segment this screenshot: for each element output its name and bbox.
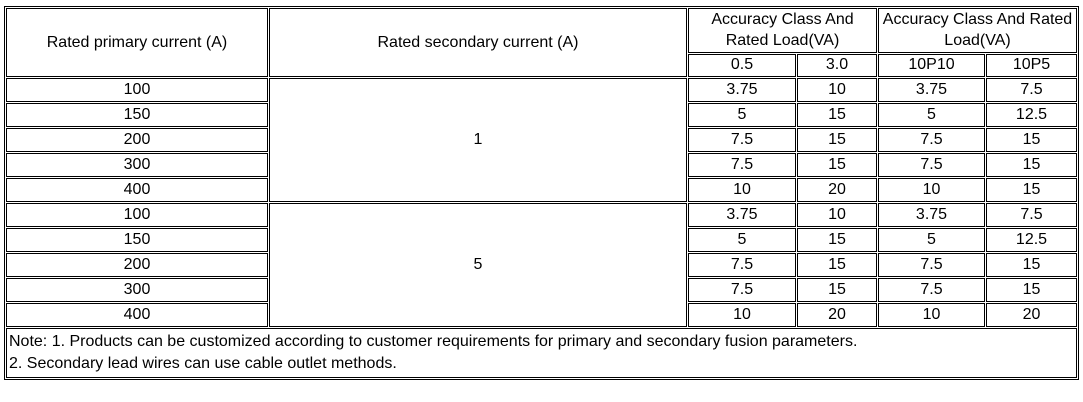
header-class-0.5: 0.5 bbox=[688, 54, 796, 77]
cell-primary-current: 200 bbox=[6, 253, 268, 277]
cell-class-10p5: 12.5 bbox=[986, 228, 1077, 252]
cell-class-10p10: 5 bbox=[878, 228, 985, 252]
cell-class-3.0: 15 bbox=[797, 253, 877, 277]
cell-class-10p10: 10 bbox=[878, 178, 985, 202]
cell-class-10p10: 10 bbox=[878, 303, 985, 327]
cell-class-10p5: 15 bbox=[986, 253, 1077, 277]
cell-class-0.5: 7.5 bbox=[688, 153, 796, 177]
cell-class-10p5: 12.5 bbox=[986, 103, 1077, 127]
table-row bbox=[6, 203, 1077, 227]
header-row bbox=[6, 8, 1077, 53]
header-class-3.0: 3.0 bbox=[797, 54, 877, 77]
cell-primary-current: 400 bbox=[6, 178, 268, 202]
cell-class-10p5: 15 bbox=[986, 153, 1077, 177]
cell-class-0.5: 5 bbox=[688, 103, 796, 127]
cell-class-3.0: 15 bbox=[797, 228, 877, 252]
cell-primary-current: 300 bbox=[6, 153, 268, 177]
cell-class-10p5: 15 bbox=[986, 128, 1077, 152]
cell-class-0.5: 10 bbox=[688, 178, 796, 202]
cell-primary-current: 400 bbox=[6, 303, 268, 327]
cell-class-0.5: 7.5 bbox=[688, 253, 796, 277]
cell-primary-current: 150 bbox=[6, 103, 268, 127]
header-accuracy-group-1: Accuracy Class And Rated Load(VA) bbox=[688, 8, 877, 53]
cell-class-10p10: 7.5 bbox=[878, 153, 985, 177]
cell-class-3.0: 15 bbox=[797, 153, 877, 177]
cell-class-10p5: 20 bbox=[986, 303, 1077, 327]
cell-class-10p10: 7.5 bbox=[878, 128, 985, 152]
cell-class-0.5: 3.75 bbox=[688, 78, 796, 102]
cell-class-0.5: 7.5 bbox=[688, 128, 796, 152]
cell-class-3.0: 15 bbox=[797, 103, 877, 127]
table-row bbox=[6, 78, 1077, 102]
cell-class-3.0: 20 bbox=[797, 303, 877, 327]
cell-primary-current: 150 bbox=[6, 228, 268, 252]
cell-class-10p5: 7.5 bbox=[986, 203, 1077, 227]
cell-class-10p5: 15 bbox=[986, 278, 1077, 302]
cell-primary-current: 300 bbox=[6, 278, 268, 302]
cell-secondary-current: 1 bbox=[269, 78, 687, 202]
cell-primary-current: 200 bbox=[6, 128, 268, 152]
header-rated-secondary: Rated secondary current (A) bbox=[269, 8, 687, 77]
header-rated-primary: Rated primary current (A) bbox=[6, 8, 268, 77]
cell-class-3.0: 10 bbox=[797, 78, 877, 102]
header-class-10p10: 10P10 bbox=[878, 54, 985, 77]
note-row bbox=[6, 328, 1077, 378]
cell-class-0.5: 10 bbox=[688, 303, 796, 327]
note-line-2: 2. Secondary lead wires can use cable outlet methods. bbox=[9, 355, 397, 372]
cell-class-10p5: 15 bbox=[986, 178, 1077, 202]
cell-secondary-current: 5 bbox=[269, 203, 687, 327]
header-accuracy-group-2: Accuracy Class And Rated Load(VA) bbox=[878, 8, 1077, 53]
spec-table bbox=[4, 6, 1079, 380]
cell-class-3.0: 10 bbox=[797, 203, 877, 227]
cell-class-10p10: 7.5 bbox=[878, 278, 985, 302]
note-cell bbox=[6, 328, 1077, 378]
cell-class-10p10: 3.75 bbox=[878, 203, 985, 227]
cell-class-10p10: 3.75 bbox=[878, 78, 985, 102]
cell-primary-current: 100 bbox=[6, 203, 268, 227]
cell-class-10p5: 7.5 bbox=[986, 78, 1077, 102]
cell-class-0.5: 5 bbox=[688, 228, 796, 252]
header-class-10p5: 10P5 bbox=[986, 54, 1077, 77]
cell-class-3.0: 20 bbox=[797, 178, 877, 202]
cell-class-3.0: 15 bbox=[797, 278, 877, 302]
cell-primary-current: 100 bbox=[6, 78, 268, 102]
note-line-1: Note: 1. Products can be customized according to customer requirements for primary and secondary fusion parameters. bbox=[9, 333, 858, 350]
cell-class-10p10: 7.5 bbox=[878, 253, 985, 277]
cell-class-0.5: 3.75 bbox=[688, 203, 796, 227]
cell-class-0.5: 7.5 bbox=[688, 278, 796, 302]
cell-class-10p10: 5 bbox=[878, 103, 985, 127]
cell-class-3.0: 15 bbox=[797, 128, 877, 152]
